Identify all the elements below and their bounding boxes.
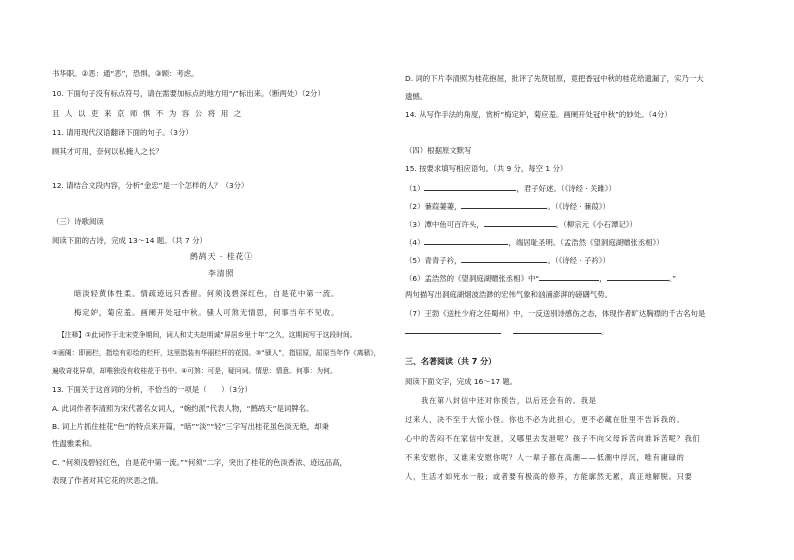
section-5-heading: 三、名著阅读（共 7 分） bbox=[405, 357, 497, 366]
fill-4-suffix: ，端居耻圣明。（孟浩然《望洞庭湖赠张丞相》） bbox=[508, 238, 664, 247]
fill-5-blank[interactable] bbox=[461, 254, 547, 263]
fill-item-3 bbox=[405, 218, 637, 230]
question-15: 15. 按要求填写相应语句。（共 9 分，每空 1 分） bbox=[405, 164, 568, 173]
question-12: 12. 请结合文段内容，分析“金忠”是一个怎样的人？（3分） bbox=[52, 181, 249, 190]
fill-6-prefix: （6）孟浩然的《望洞庭湖赠张丞相》中“ bbox=[405, 274, 540, 283]
fill-1-suffix: ，君子好逑。（《诗经 · 关雎》） bbox=[516, 184, 616, 193]
fill-4-blank[interactable] bbox=[424, 236, 508, 245]
passage-line-1: 我在第八封信中还对你预告，以后还会有的。我是 bbox=[405, 396, 597, 405]
poem-line-2: 梅定妒，菊应羞。画阑开处冠中秋。骚人可煞无情思，何事当年不见收。 bbox=[74, 308, 340, 317]
note-line: 书华职。②恶：通“恶”，恐惧。③顾：考虑。 bbox=[52, 69, 199, 78]
fill-item-5 bbox=[405, 254, 610, 266]
fill-5-prefix: （5）青青子衿， bbox=[405, 256, 462, 265]
section-5-intro: 阅读下面文字，完成 16～17 题。 bbox=[405, 377, 518, 386]
annotation-line-3: 遍收奇花异草，却唯独没有收桂花于书中。④可煞：可是，疑问词。情思：情意。何事：为何。 bbox=[52, 367, 337, 375]
passage-line-3: 心中的苦闷不在家信中发泄，又哪里去发泄呢？孩子不向父母诉苦向谁诉苦呢？我们 bbox=[405, 434, 701, 443]
fill-7-blank-b[interactable] bbox=[513, 325, 601, 334]
fill-4-prefix: （4） bbox=[405, 238, 425, 247]
fill-2-suffix: 。（《诗经 · 蒹葭》） bbox=[547, 202, 610, 211]
question-10: 10. 下面句子没有标点符号，请在需要加标点的地方用“/”标出来。（断两处）（2分） bbox=[52, 89, 325, 98]
section-3-intro: 阅读下面的古诗，完成 13～14 题。（共 7 分） bbox=[52, 236, 207, 245]
fill-3-suffix: 。（柳宗元《小石潭记》） bbox=[555, 220, 637, 229]
question-13-option-d-cont: 遗憾。 bbox=[405, 92, 428, 101]
fill-item-7-answer bbox=[405, 325, 608, 337]
passage-line-2: 过来人，决不至于大惊小怪。你也不必为此担心，更不必藏在肚里不告诉我的。 bbox=[405, 415, 685, 424]
question-13-option-d: D. 词的下片李清照为桂花抱屈，批评了先贤屈原，竟把香冠中秋的桂花给遗漏了，实乃一大 bbox=[405, 74, 704, 83]
fill-7-blank-a[interactable] bbox=[405, 325, 501, 334]
fill-item-6-cont: 两句描写出洞庭湖烟波浩渺的宏伟气象和汹涌澎湃的磅礴气势。 bbox=[405, 290, 612, 299]
question-14: 14. 从写作手法的角度，赏析“梅定妒，菊应羞。画阑开处冠中秋”的妙处。（4分） bbox=[405, 110, 672, 119]
fill-2-prefix: （2）蒹葭萋萋， bbox=[405, 202, 462, 211]
question-13: 13. 下面关于这首词的分析，不恰当的一项是（ ）（3分） bbox=[52, 385, 252, 394]
question-10-sentence: 且人以吏来京师惧不为容公将用之 bbox=[52, 109, 247, 118]
passage-line-5: 人，生活才如死水一般；或者要有极高的修养，方能廓然无累，真正地解脱。只要 bbox=[405, 472, 693, 481]
question-11-sentence: 顾其才可用，奈何以私掩人之长？ bbox=[52, 147, 163, 156]
passage-line-4: 不来安慰你，又谁来安慰你呢？人一辈子都在高潮——低潮中浮沉，唯有庸碌的 bbox=[405, 453, 685, 462]
question-13-option-c-cont: 表现了作者对其它花的厌恶之情。 bbox=[52, 476, 163, 485]
question-11: 11. 请用现代汉语翻译下面的句子。（3分） bbox=[52, 128, 193, 137]
question-13-option-a: A. 此词作者李清照为宋代著名女词人，“婉约派”代表人物，“鹧鸪天”是词牌名。 bbox=[52, 404, 314, 413]
fill-6-end: 。” bbox=[668, 274, 677, 283]
fill-item-4 bbox=[405, 236, 664, 248]
section-4-heading: （四）根据原文默写 bbox=[405, 146, 472, 155]
fill-item-6 bbox=[405, 272, 676, 284]
fill-item-1 bbox=[405, 182, 616, 194]
fill-6-blank-b[interactable] bbox=[607, 272, 669, 281]
question-13-option-c: C. “何须浅碧轻红色，自是花中第一流。”“何须”二字，突出了桂花的色淡香浓、迹远品高， bbox=[52, 458, 347, 467]
fill-3-blank[interactable] bbox=[484, 218, 556, 227]
section-3-heading: （三）诗歌阅读 bbox=[52, 217, 104, 226]
fill-3-prefix: （3）潭中鱼可百许头， bbox=[405, 220, 484, 229]
question-13-option-b-cont: 性温雅柔和。 bbox=[52, 439, 97, 448]
poem-title: 鹧鸪天 · 桂花① bbox=[190, 252, 254, 261]
question-13-option-b: B. 词上片抓住桂花“色”的特点来开篇，“暗”“淡”“轻”三字写出桂花虽色淡无艳，却秉 bbox=[52, 422, 329, 431]
fill-2-blank[interactable] bbox=[461, 200, 547, 209]
fill-item-7: （7）王勃《送杜少府之任蜀州》中，一反送别诗感伤之态，体现作者旷达胸襟的千古名句是 bbox=[405, 309, 706, 318]
fill-1-blank[interactable] bbox=[424, 182, 516, 191]
fill-7-end: 。 bbox=[601, 327, 609, 336]
fill-5-suffix: 。（《诗经 · 子衿》） bbox=[547, 256, 610, 265]
fill-6-comma: ， bbox=[599, 274, 607, 283]
annotation-line-1: 【注释】①此词作于北宋党争期间，词人和丈夫赵明诚“屏居乡里十年”之久，这期间写于这段时间。 bbox=[58, 331, 357, 339]
annotation-line-2: ②画阑：即画栏，指绘有彩绘的栏杆，这里指装有华丽栏杆的花园。③“骚人”，指屈原，屈原当年作《离骚》， bbox=[52, 349, 381, 357]
fill-1-prefix: （1） bbox=[405, 184, 425, 193]
fill-item-2 bbox=[405, 200, 610, 212]
fill-6-blank-a[interactable] bbox=[539, 272, 599, 281]
poem-author: 李清照 bbox=[208, 269, 235, 278]
poem-line-1: 暗淡轻黄体性柔。情疏迹远只香留。何须浅碧深红色，自是花中第一流。 bbox=[74, 289, 340, 298]
